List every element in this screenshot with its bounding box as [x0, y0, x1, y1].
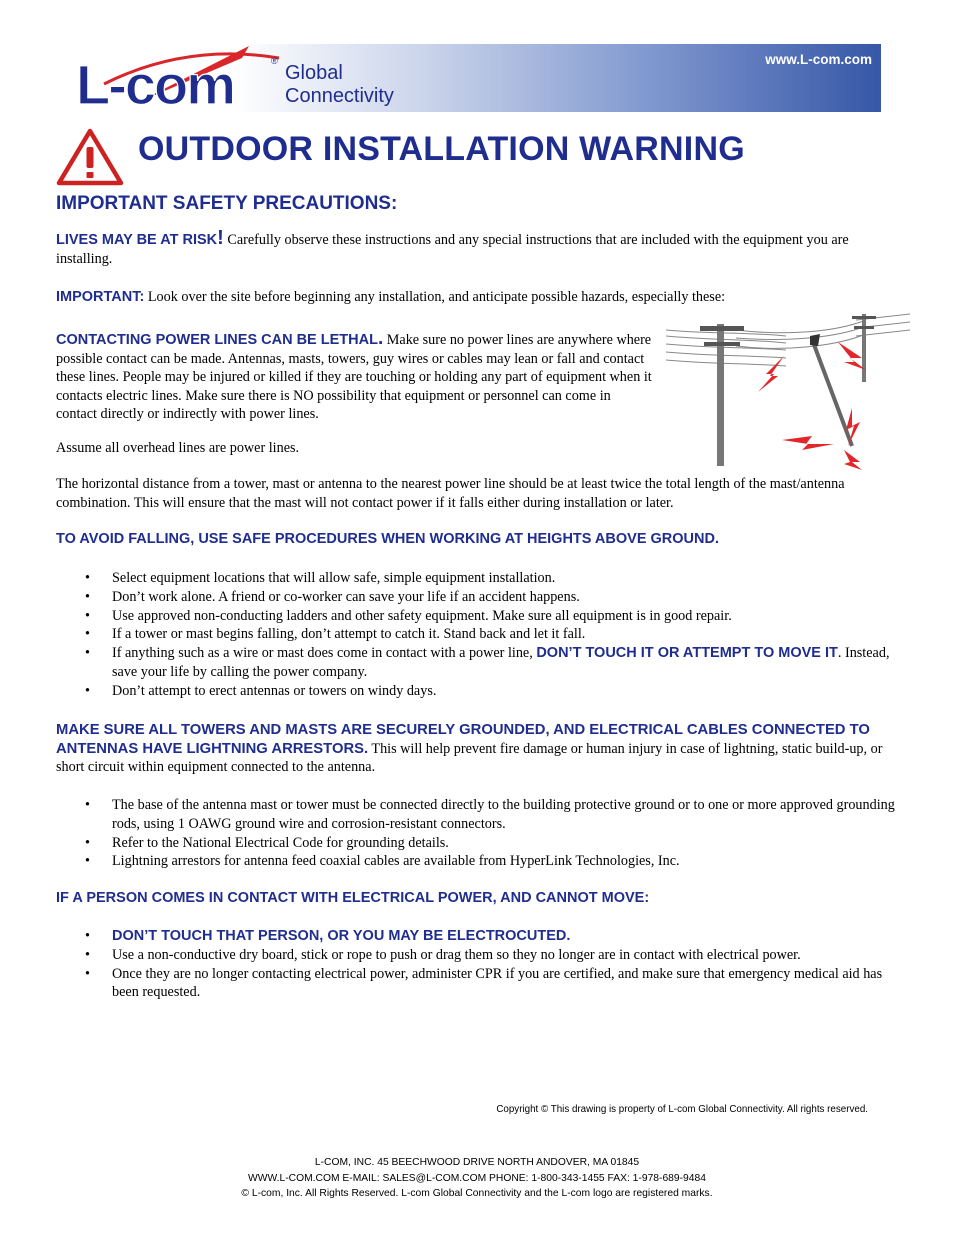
contact-list [56, 927, 898, 1002]
list-item: • Select equipment locations that will allow safe, simple equipment installation. [56, 569, 898, 588]
list-item [56, 644, 898, 682]
page-title: OUTDOOR INSTALLATION WARNING [138, 130, 745, 168]
list-item: • Refer to the National Electrical Code for grounding details. [56, 834, 898, 853]
lives-exclamation: ! [217, 227, 224, 249]
item5-pre: If anything such as a wire or mast does come in contact with a power line, [112, 645, 537, 662]
grounding-heading: MAKE SURE ALL TOWERS AND MASTS ARE SECURELY GROUNDED, AND ELECTRICAL CABLES CONNECTED TO ANTENNAS HAVE LIGHTNING ARRESTORS. [56, 722, 870, 757]
grounding-paragraph [56, 721, 898, 777]
list-item: • Use approved non-conducting ladders and other safety equipment. Make sure all equipment is in good repair. [56, 607, 898, 626]
logo-tagline-1: Global [285, 62, 343, 84]
important-paragraph [56, 288, 898, 307]
power-text: Make sure no power lines are anywhere where possible contact can be made. Antennas, masts, towers, guy wires or cables may lean or fall and contact these lines. People may be injured or killed if they are touching or holding any part of equipment when it contacts electric lines. Make sure there is NO possibility that equipment or personnel can come in contact directly or indirectly with power lines. [56, 332, 652, 422]
contact-warning: DON’T TOUCH THAT PERSON, OR YOU MAY BE ELECTROCUTED. [112, 928, 571, 944]
falling-heading: TO AVOID FALLING, USE SAFE PROCEDURES WHEN WORKING AT HEIGHTS ABOVE GROUND. [56, 531, 719, 547]
list-item: • Use a non-conductive dry board, stick or rope to push or drag them so they no longer are in contact with electrical power. [56, 946, 898, 965]
lcom-logo-graphic [74, 44, 414, 110]
important-heading: IMPORTANT: [56, 289, 145, 305]
item5-bold: DON’T TOUCH IT OR ATTEMPT TO MOVE IT [536, 645, 838, 662]
grounding-list [56, 796, 898, 871]
list-item: • Don’t work alone. A friend or co-worker can save your life if an accident happens. [56, 588, 898, 607]
list-item [56, 927, 898, 946]
grounding-text: This will help prevent fire damage or human injury in case of lightning, static build-up, or short circuit within equipment connected to the antenna. [56, 740, 883, 775]
distance-paragraph: The horizontal distance from a tower, mast or antenna to the nearest power line should be at least twice the total length of the mast/antenna combination. This will ensure that the mast will not contact power if it falls either during installation or later. [56, 476, 845, 511]
lives-at-risk-paragraph [56, 229, 898, 268]
power-dot: . [377, 328, 384, 349]
footer [0, 1155, 954, 1202]
list-item: • The base of the antenna mast or tower must be connected directly to the building protective ground or to one or more approved grounding rods, using 1 OAWG ground wire and corrosion-resistant connectors. [56, 796, 898, 834]
logo-tagline-2: Connectivity [285, 85, 394, 107]
footer-address: L-COM, INC. 45 BEECHWOOD DRIVE NORTH ANDOVER, MA 01845 [314, 1157, 640, 1168]
section-subtitle: IMPORTANT SAFETY PRECAUTIONS: [56, 193, 398, 214]
power-heading: CONTACTING POWER LINES CAN BE LETHAL [56, 332, 378, 348]
item5-post: . Instead, save your life by calling the power company. [112, 645, 890, 680]
website-url[interactable]: www.L-com.com [765, 52, 872, 67]
list-item: • If a tower or mast begins falling, don’t attempt to catch it. Stand back and let it fall. [56, 625, 898, 644]
warning-triangle-icon [56, 128, 124, 191]
logo-wordmark: L-com [76, 53, 234, 110]
contact-heading: IF A PERSON COMES IN CONTACT WITH ELECTRICAL POWER, AND CANNOT MOVE: [56, 890, 650, 906]
copyright-note: Copyright © This drawing is property of L-com Global Connectivity. All rights reserved. [496, 1104, 868, 1115]
footer-rights: © L-com, Inc. All Rights Reserved. L-com Global Connectivity and the L-com logo are registered marks. [241, 1188, 713, 1199]
falling-list [56, 569, 898, 701]
lives-text: Carefully observe these instructions and any special instructions that are included with the equipment you are installing. [56, 232, 849, 267]
list-item: • Once they are no longer contacting electrical power, administer CPR if you are certified, and make sure that emergency medical aid has been requested. [56, 965, 898, 1003]
important-text: Look over the site before beginning any installation, and anticipate possible hazards, especially these: [144, 289, 726, 305]
list-item: • Don’t attempt to erect antennas or towers on windy days. [56, 682, 898, 701]
assume-paragraph: Assume all overhead lines are power lines. [56, 440, 300, 456]
footer-contact: WWW.L-COM.COM E-MAIL: SALES@L-COM.COM PHONE: 1-800-343-1455 FAX: 1-978-689-9484 [248, 1172, 706, 1184]
lives-heading: LIVES MAY BE AT RISK [56, 232, 218, 248]
list-item: • Lightning arrestors for antenna feed coaxial cables are available from HyperLink Technologies, Inc. [56, 852, 898, 871]
lcom-logo [74, 44, 414, 110]
power-lines-paragraph [56, 330, 654, 424]
logo-registered: ® [271, 56, 278, 66]
